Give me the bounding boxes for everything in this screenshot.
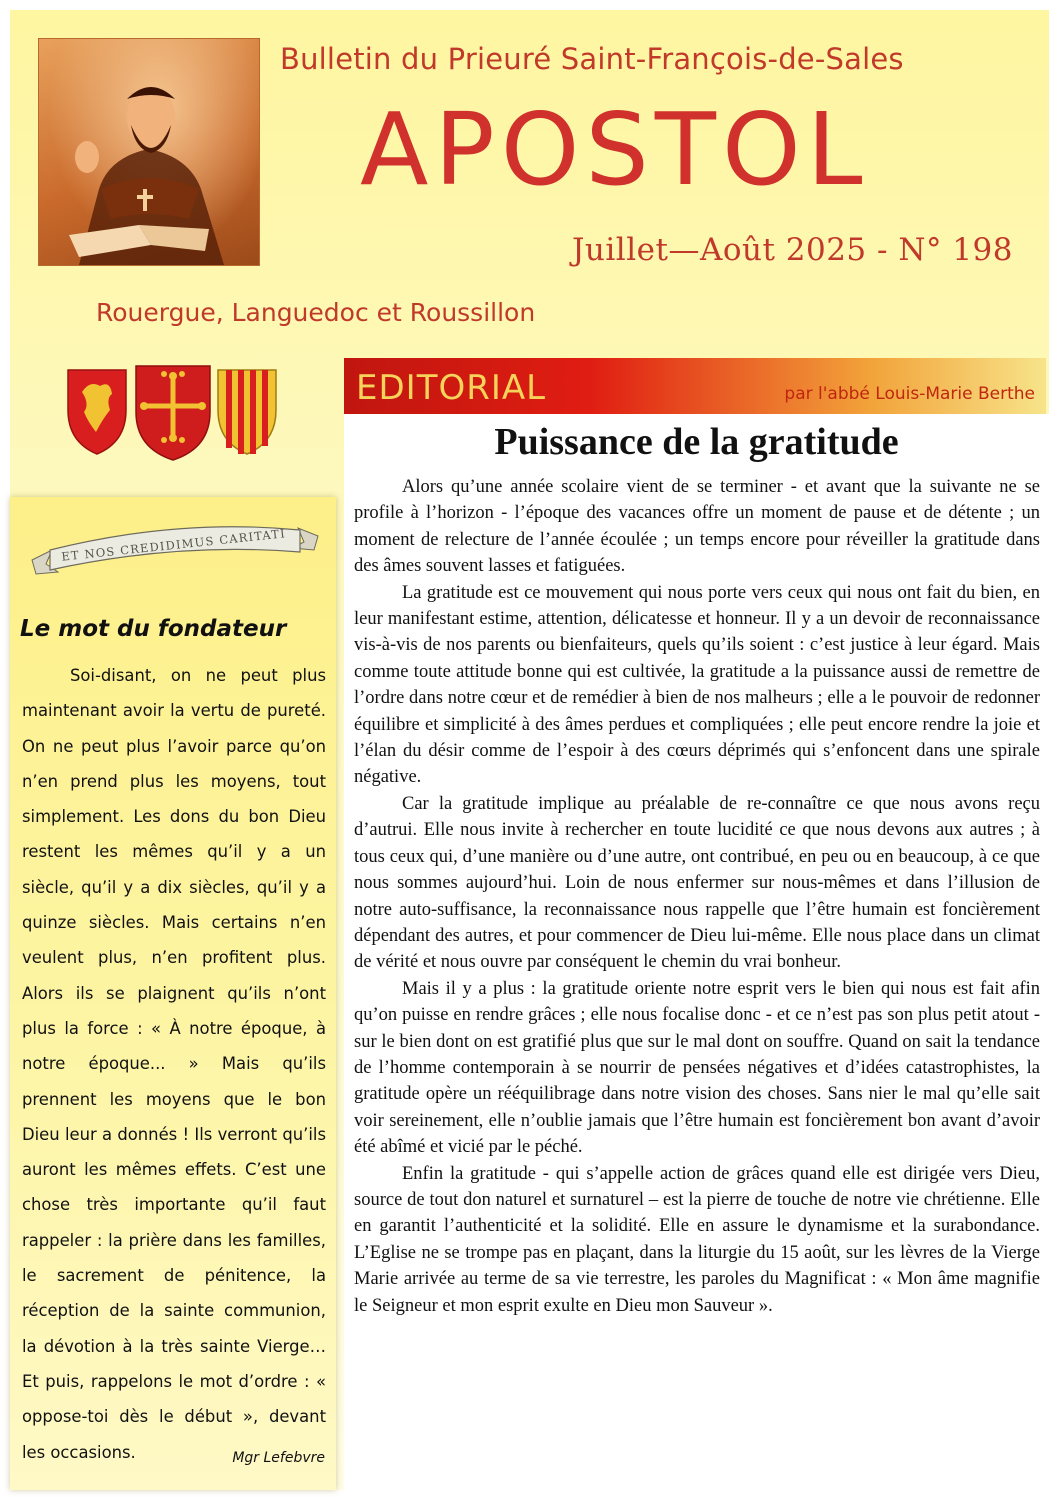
- shield-lion-icon: [68, 370, 126, 454]
- article-paragraph: La gratitude est ce mouvement qui nous porte vers ceux qui nous ont fait du bien, en leur manifestant estime, attention, délicatesse et honneur. Il y a un devoir de reconnaissance vis-à-vis de nos parents ou bienfaiteurs, quels qu’ils soient : c’est justice à leur égard. Mais comme toute attitude bonne qui est cultivée, la gratitude a la puissance aussi de remettre de l’ordre dans notre cœur et de remédier à bien de nos malheurs ; elle a le pouvoir de redonner équilibre et simplicité à des âmes perdues et compliquées ; elle peut encore rendre la joie et l’élan du désir comme de l’espoir à des cœurs déprimés qui s’enfoncent dans une spirale négative.: [354, 582, 1040, 788]
- bulletin-subtitle: Bulletin du Prieuré Saint-François-de-Sales: [280, 42, 904, 76]
- founder-quote: Soi-disant, on ne peut plus maintenant avoir la vertu de pureté. On ne peut plus l’avoir parce qu’on n’en prend plus les moyens, tout simplement. Les dons du bon Dieu restent les mêmes qu’il y a un siècle, qu’il y a dix siècles, qu’il y a quinze siècles. Mais certains n’en veulent plus, n’en profitent plus. Alors ils se plaignent qu’ils n’ont plus la force : « À notre époque, à notre époque... » Mais qu’ils prennent les moyens que le bon Dieu leur a donnés ! Ils verront qu’ils auront les mêmes effets. C’est une chose très importante qu’il faut rappeler : la prière dans les familles, le sacrement de pénitence, la réception de la sainte communion, la dévotion à la très sainte Vierge… Et puis, rappelons le mot d’ordre : « oppose-toi dès le début », devant les occasions.: [22, 666, 326, 1462]
- sidebar-heading: Le mot du fondateur: [20, 616, 287, 642]
- shield-occitan-cross-icon: [136, 366, 210, 460]
- editorial-label: EDITORIAL: [356, 368, 547, 408]
- regional-shields: [66, 362, 296, 462]
- masthead-title: APOSTOL: [360, 91, 869, 208]
- issue-date: Juillet—Août 2025 - N° 198: [572, 232, 1013, 268]
- motto-banner: [28, 520, 322, 584]
- sidebar-body: [22, 658, 326, 1470]
- shield-catalan-stripes-icon: [218, 370, 276, 454]
- motto-text: ET NOS CREDIDIMUS CARITATI: [60, 526, 287, 564]
- region-subtitle: Rouergue, Languedoc et Roussillon: [96, 298, 536, 327]
- article-paragraph: Enfin la gratitude - qui s’appelle action de grâces quand elle est dirigée vers Dieu, source de tout don naturel et surnaturel – est la pierre de touche de notre vie chrétienne. Elle en garantit l’authenticité et la solidité. Elle en assure le dynamisme et la surabondance. L’Eglise ne se trompe pas en plaçant, dans la liturgie du 15 août, sur les lèvres de la Vierge Marie arrivée au terme de sa vie terrestre, les paroles du Magnificat : « Mon âme magnifie le Seigneur et mon esprit exulte en Dieu mon Sauveur ».: [354, 1163, 1040, 1316]
- article-title: Puissance de la gratitude: [494, 421, 899, 463]
- article-paragraph: Alors qu’une année scolaire vient de se terminer - et avant que la suivante ne se profile à l’horizon - l’époque des vacances offre un moment de pause et de détente ; un moment de relecture de l’année écoulée ; un temps encore pour réveiller la gratitude dans des âmes souvent lasses et fatiguées.: [354, 477, 1040, 577]
- article-body: [354, 474, 1040, 1319]
- article-paragraph: Mais il y a plus : la gratitude oriente notre esprit vers le bien qui nous est fait afin qu’on puisse en rendre grâces ; elle nous focalise donc - et ce n’est pas son plus petit atout - sur le bien dont on est gratifié plus que sur le mal dont on souffre. Quand on sait la tendance de l’homme contemporain à se nourrir de pensées négatives et d’idées catastrophistes, la gratitude opère un rééquilibrage dans notre vision des choses. Sans nier le mal qu’elle sait voir sereinement, elle n’oublie jamais que l’être humain est foncièrement bon avant d’avoir été abîmé et vicié par le péché.: [354, 978, 1040, 1158]
- sidebar-signature: Mgr Lefebvre: [232, 1450, 325, 1466]
- editorial-author: par l'abbé Louis-Marie Berthe: [784, 384, 1035, 404]
- portrait-image: [38, 38, 260, 266]
- article-paragraph: Car la gratitude implique au préalable de re-connaître ce que nous avons reçu d’autrui. Elle nous invite à rechercher en toute lucidité ce que nous devons aux autres ; à tous ceux qui, d’une manière ou d’une autre, ont contribué, en peu ou en beaucoup, à ce que nous sommes aujourd’hui. Loin de nous enfermer sur nous-mêmes et dans l’illusion de notre auto-suffisance, la reconnaissance nous rappelle que l’être humain est foncièrement dépendant des autres, et pour commencer de Dieu lui-même. Elle nous place dans un climat de vérité et nous ouvre par conséquent le chemin du vrai bonheur.: [354, 793, 1040, 973]
